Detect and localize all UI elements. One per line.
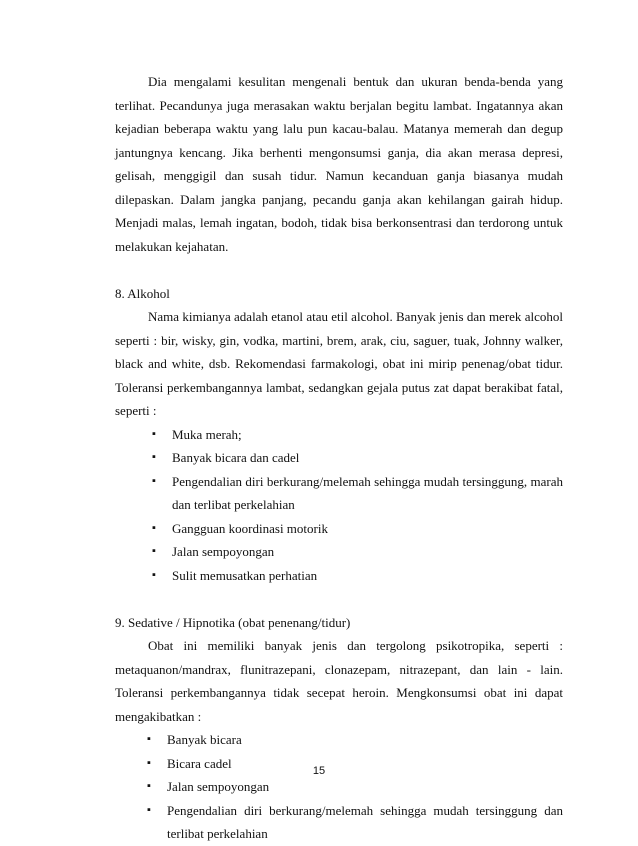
bullet-icon: ▪ <box>147 733 151 745</box>
list-sedative-effects <box>115 728 563 846</box>
list-item: ▪ Pengendalian diri berkurang/melemah sehingga mudah tersinggung dan terlibat perkelahian <box>115 799 563 846</box>
list-item: ▪ Sulit memusatkan perhatian <box>115 564 563 588</box>
page-number: 15 <box>312 765 326 777</box>
bullet-icon: ▪ <box>152 568 156 581</box>
paragraph-alkohol: Nama kimianya adalah etanol atau etil alcohol. Banyak jenis dan merek alcohol seperti : bir, wisky, gin, vodka, martini, brem, arak, ciu, saguer, tuak, Johnny walker, black and white, dsb. Rekomendasi farmakologi, obat ini mirip penenag/obat tidur. Toleransi perkembangannya lambat, sedangkan gejala putus zat dapat berakibat fatal, seperti : <box>115 309 563 418</box>
list-item: ▪ Jalan sempoyongan <box>115 540 563 564</box>
list-item: ▪ Bicara cadel <box>115 752 563 776</box>
list-item: ▪ Banyak bicara <box>115 728 563 752</box>
bullet-icon: ▪ <box>147 756 151 769</box>
bullet-icon: ▪ <box>152 451 156 463</box>
list-item: ▪ Banyak bicara dan cadel <box>115 446 563 470</box>
paragraph-sedative: Obat ini memiliki banyak jenis dan tergolong psikotropika, seperti : metaquanon/mandrax, flunitrazepani, clonazepam, nitrazepant, dan lain - lain. Toleransi perkembangannya tidak secepat heroin. Mengkonsumsi obat ini dapat mengakibatkan : <box>115 638 563 724</box>
list-item: ▪ Muka merah; <box>115 423 563 447</box>
list-item: ▪ Pengendalian diri berkurang/melemah sehingga mudah tersinggung, marah dan terlibat perkelahian <box>115 470 563 517</box>
bullet-icon: ▪ <box>152 474 156 487</box>
page-content <box>115 70 563 846</box>
bullet-icon: ▪ <box>152 545 156 557</box>
bullet-icon: ▪ <box>152 427 156 440</box>
spacer <box>115 258 563 282</box>
bullet-icon: ▪ <box>147 780 151 792</box>
heading-sedative: 9. Sedative / Hipnotika (obat penenang/tidur) <box>115 614 351 630</box>
heading-alkohol: 8. Alkohol <box>115 285 170 301</box>
list-item: ▪ Jalan sempoyongan <box>115 775 563 799</box>
bullet-icon: ▪ <box>147 803 151 816</box>
paragraph-ganja-effects: Dia mengalami kesulitan mengenali bentuk dan ukuran benda-benda yang terlihat. Pecandunya juga merasakan waktu berjalan begitu lambat. Ingatannya akan kejadian beberapa waktu yang lalu pun kacau-balau. Matanya memerah dan degup jantungnya kencang. Jika berhenti mengonsumsi ganja, dia akan merasa depresi, gelisah, menggigil dan susah tidur. Namun kecanduan ganja biasanya mudah dilepaskan. Dalam jangka panjang, pecandu ganja akan kehilangan gairah hidup. Menjadi malas, lemah ingatan, bodoh, tidak bisa berkonsentrasi dan terdorong untuk melakukan kejahatan. <box>115 74 563 254</box>
list-alkohol-effects <box>115 423 563 588</box>
list-item: ▪ Gangguan koordinasi motorik <box>115 517 563 541</box>
bullet-icon: ▪ <box>152 521 156 534</box>
spacer <box>115 587 563 611</box>
